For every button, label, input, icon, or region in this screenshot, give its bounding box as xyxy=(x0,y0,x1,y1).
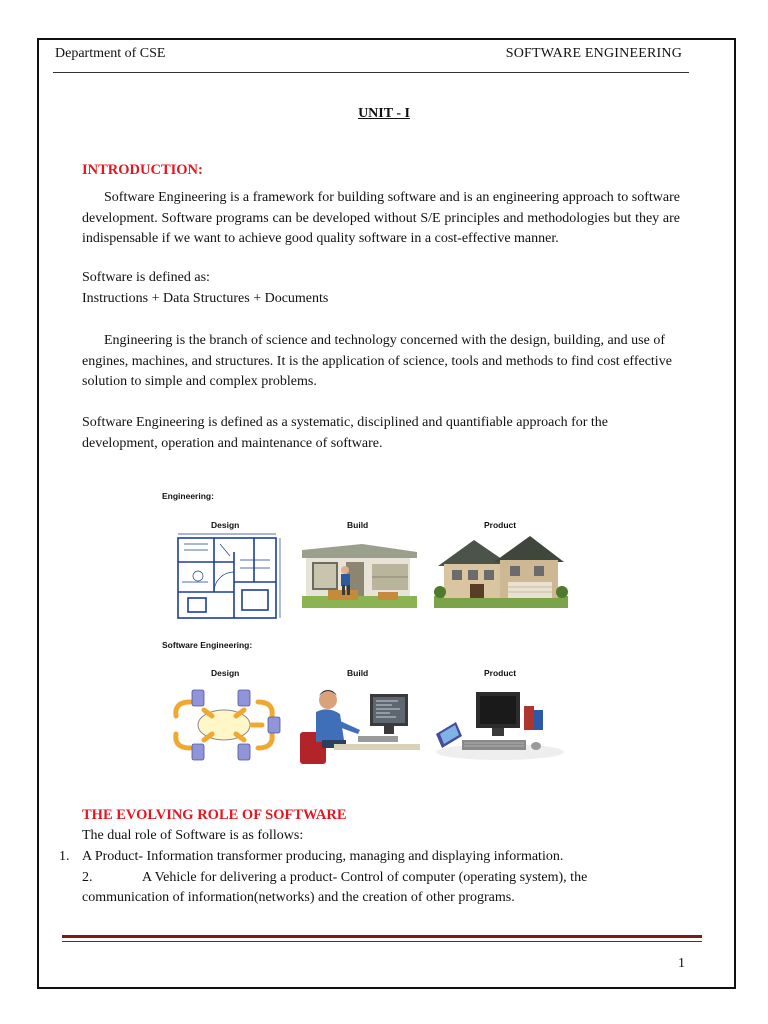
header-rule xyxy=(53,72,689,73)
design-label-bottom: Design xyxy=(211,668,240,678)
list-item-2-continuation: communication of information(networks) and the creation of other programs. xyxy=(82,890,515,905)
computer-product-image xyxy=(432,684,564,764)
header-department: Department of CSE xyxy=(55,46,166,61)
evolving-role-heading: THE EVOLVING ROLE OF SOFTWARE xyxy=(82,807,347,823)
construction-image xyxy=(302,544,417,608)
programmer-image xyxy=(294,684,424,766)
list-item-2-text: A Vehicle for delivering a product- Control of computer (operating system), the xyxy=(142,870,588,885)
house-image xyxy=(434,534,568,608)
introduction-heading: INTRODUCTION: xyxy=(82,162,203,178)
product-label-top: Product xyxy=(484,520,517,530)
software-engineering-definition: Software Engineering is defined as a systematic, disciplined and quantifiable approach for the development, operation and maintenance of software. xyxy=(82,415,608,451)
engineering-comparison-figure xyxy=(160,488,580,778)
product-label-bottom: Product xyxy=(484,668,517,678)
header-subject: SOFTWARE ENGINEERING xyxy=(505,46,682,61)
list-item-1-number: 1. xyxy=(59,849,70,864)
software-design-diagram xyxy=(168,684,288,766)
engineering-label: Engineering: xyxy=(162,491,214,501)
build-label-top: Build xyxy=(347,520,369,530)
list-item-1-text: A Product- Information transformer producing, managing and displaying information. xyxy=(82,849,564,864)
blueprint-image xyxy=(174,532,284,624)
software-formula: Instructions + Data Structures + Documents xyxy=(82,291,329,306)
engineering-paragraph: Engineering is the branch of science and technology concerned with the design, building, and use of engines, machines, and structures. It is the application of science, tools and methods to find cost effective solution to simple and complex problems. xyxy=(82,333,672,389)
page-number: 1 xyxy=(678,956,685,971)
design-label-top: Design xyxy=(211,520,240,530)
software-defined-as: Software is defined as: xyxy=(82,270,210,285)
list-item-2-number: 2. xyxy=(82,870,93,885)
footer-rule-thick xyxy=(62,935,702,938)
dual-role-intro: The dual role of Software is as follows: xyxy=(82,828,304,843)
software-engineering-label: Software Engineering: xyxy=(162,640,253,650)
unit-title: UNIT - I xyxy=(358,106,410,121)
intro-paragraph: Software Engineering is a framework for building software and is an engineering approach to software development. Software programs can be developed without S/E principles and methodologies but they are indispensable if we want to achieve good quality software in a cost-effective manner. xyxy=(82,190,680,246)
footer-rule-thin xyxy=(62,941,702,942)
build-label-bottom: Build xyxy=(347,668,369,678)
